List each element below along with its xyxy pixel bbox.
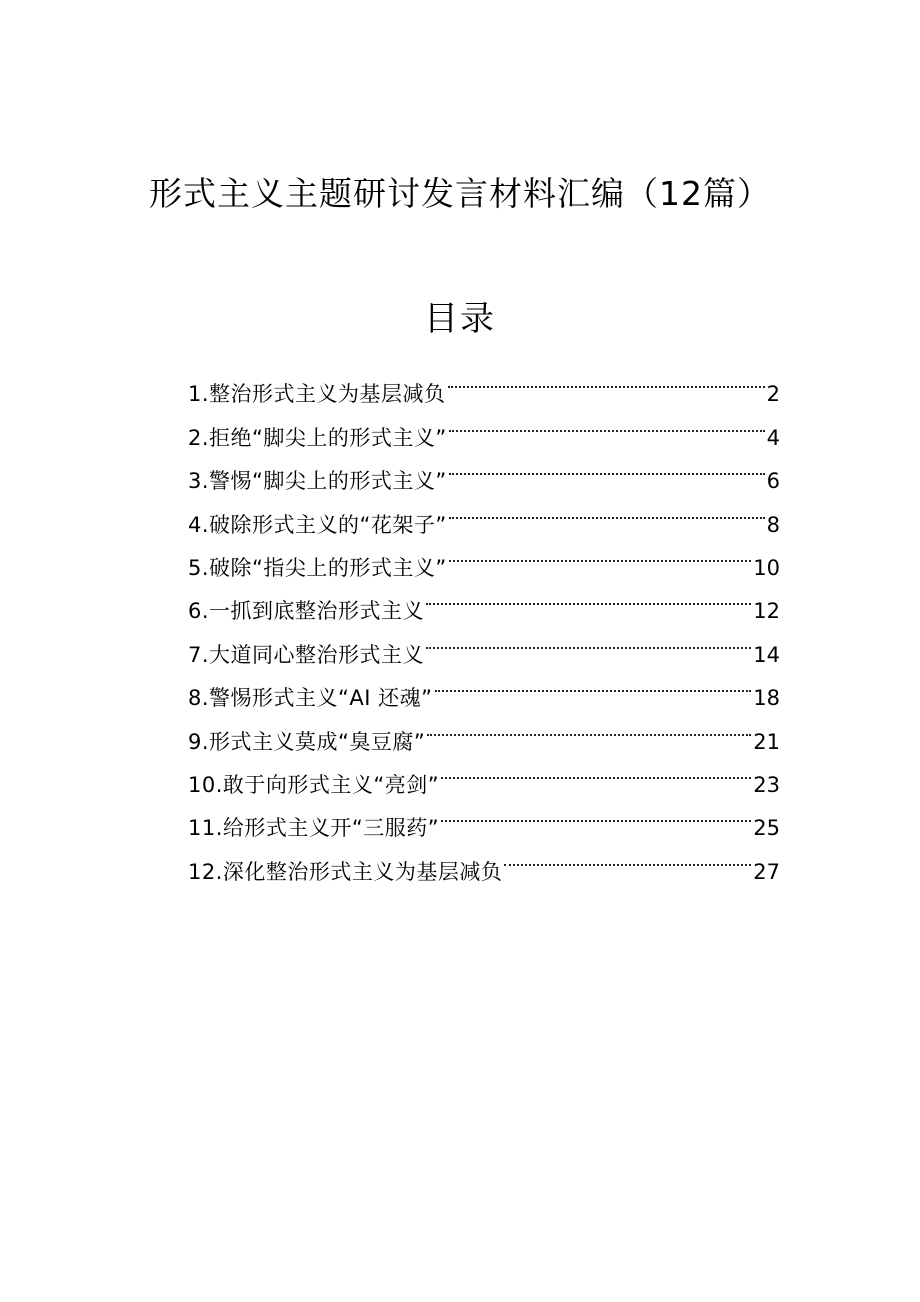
toc-item-label: 6.一抓到底整治形式主义 — [188, 599, 425, 624]
toc-item-label: 8.警惕形式主义“AI 还魂” — [188, 686, 433, 711]
toc-item-label: 11.给形式主义开“三服药” — [188, 816, 440, 841]
toc-dot-leader — [427, 705, 751, 748]
toc-dot-leader — [426, 618, 751, 661]
toc-dot-leader — [504, 835, 751, 878]
toc-dot-leader — [426, 575, 751, 618]
toc-dot-leader — [441, 792, 751, 835]
toc-item-page-number: 18 — [753, 686, 780, 711]
toc-item-page-number: 4 — [766, 425, 780, 450]
toc-dot-leader — [449, 488, 765, 531]
toc-item-label: 9.形式主义莫成“臭豆腐” — [188, 729, 426, 754]
toc-item-page-number: 21 — [753, 729, 780, 754]
toc-item[interactable] — [188, 358, 780, 407]
toc-item-label: 10.敢于向形式主义“亮剑” — [188, 772, 440, 797]
toc-item-label: 7.大道同心整治形式主义 — [188, 642, 425, 667]
toc-dot-leader — [449, 445, 765, 488]
toc-item-page-number: 8 — [766, 512, 780, 537]
toc-item-label: 4.破除形式主义的“花架子” — [188, 512, 447, 537]
toc-item-page-number: 25 — [753, 816, 780, 841]
toc-item-label: 1.整治形式主义为基层减负 — [188, 382, 446, 407]
toc-dot-leader — [449, 532, 751, 575]
toc-item-label: 2.拒绝“脚尖上的形式主义” — [188, 425, 447, 450]
toc-dot-leader — [435, 662, 752, 705]
toc-heading: 目录 — [424, 299, 496, 339]
toc-item-label: 3.警惕“脚尖上的形式主义” — [188, 469, 447, 494]
toc-item-page-number: 23 — [753, 772, 780, 797]
toc-item-label: 5.破除“指尖上的形式主义” — [188, 555, 447, 580]
toc-dot-leader — [449, 401, 765, 444]
toc-dot-leader — [441, 749, 751, 792]
toc-item-label: 12.深化整治形式主义为基层减负 — [188, 859, 503, 884]
toc-item-page-number: 14 — [753, 642, 780, 667]
toc-item-page-number: 2 — [766, 382, 780, 407]
toc-dot-leader — [448, 358, 765, 401]
toc-item-page-number: 12 — [753, 599, 780, 624]
table-of-contents — [188, 358, 780, 884]
toc-item-page-number: 6 — [766, 469, 780, 494]
toc-item-page-number: 10 — [753, 555, 780, 580]
document-title: 形式主义主题研讨发言材料汇编（12篇） — [149, 174, 771, 213]
toc-item-page-number: 27 — [753, 859, 780, 884]
